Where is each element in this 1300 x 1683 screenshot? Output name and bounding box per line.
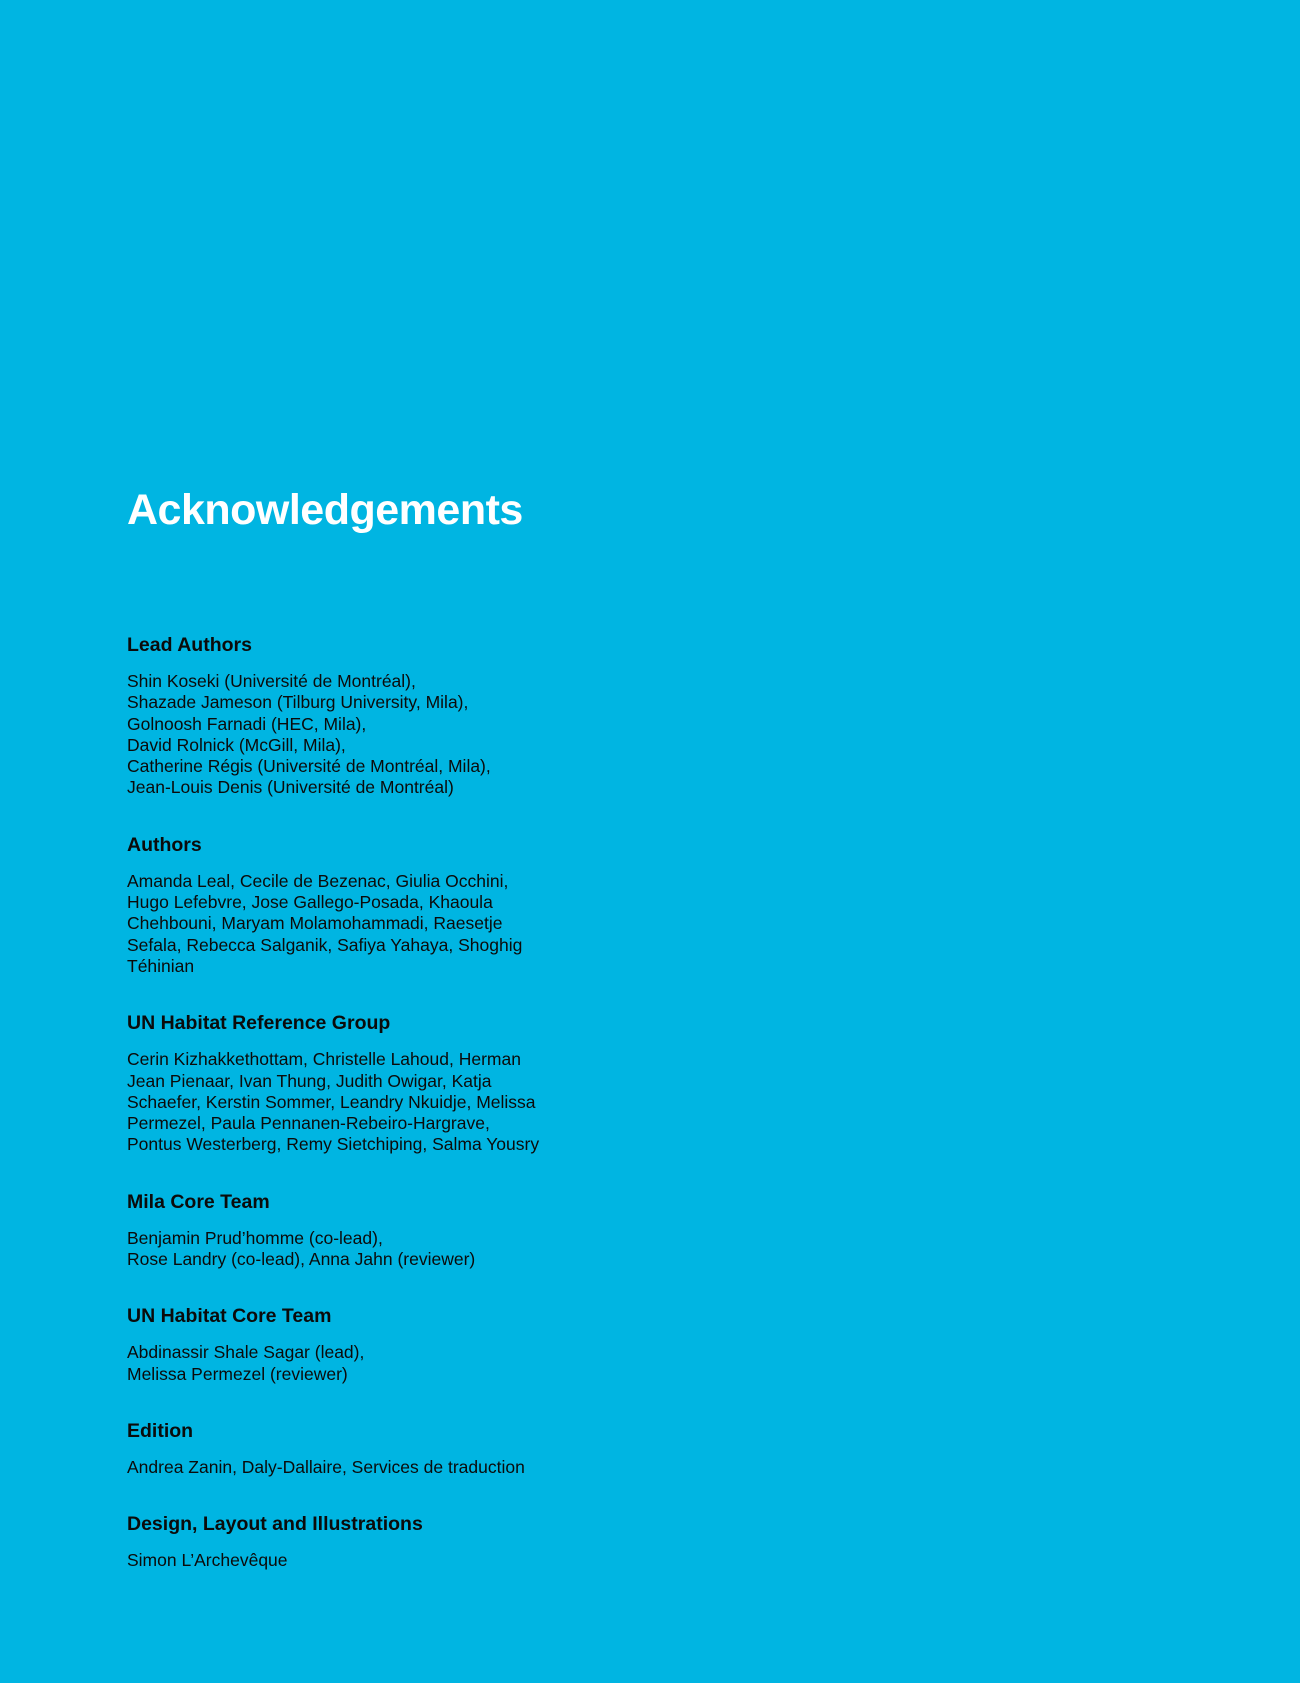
section-heading: Design, Layout and Illustrations bbox=[127, 1513, 423, 1536]
section-names: Shin Koseki (Université de Montréal), Shazade Jameson (Tilburg University, Mila), Golnoosh Farnadi (HEC, Mila), David Rolnick (McGill, Mila), Catherine Régis (Université de Montréal, Mila), Jean-Louis Denis (Université de Montréal) bbox=[127, 671, 491, 798]
section-names: Andrea Zanin, Daly-Dallaire, Services de traduction bbox=[127, 1456, 525, 1477]
section-mila-core-team bbox=[127, 1190, 557, 1271]
section-heading: Mila Core Team bbox=[127, 1190, 270, 1213]
credits-list bbox=[127, 633, 557, 1606]
section-names: Amanda Leal, Cecile de Bezenac, Giulia Occhini, Hugo Lefebvre, Jose Gallego-Posada, Khaoula Chehbouni, Maryam Molamohammadi, Raesetje Sefala, Rebecca Salganik, Safiya Yahaya, Shoghig Téhinian bbox=[127, 870, 523, 976]
section-edition bbox=[127, 1419, 557, 1478]
section-heading: Edition bbox=[127, 1419, 194, 1442]
section-un-habitat-core-team bbox=[127, 1304, 557, 1385]
section-authors bbox=[127, 833, 557, 977]
section-heading: Lead Authors bbox=[127, 634, 252, 656]
page-title: Acknowledgements bbox=[127, 486, 523, 534]
section-names: Cerin Kizhakkethottam, Christelle Lahoud, Herman Jean Pienaar, Ivan Thung, Judith Owigar, Katja Schaefer, Kerstin Sommer, Leandry Nkuidje, Melissa Permezel, Paula Pennanen-Rebeiro-Hargrave, Pontus Westerberg, Remy Sietchiping, Salma Yousry bbox=[127, 1049, 540, 1155]
section-heading: Authors bbox=[127, 833, 202, 856]
section-heading: UN Habitat Core Team bbox=[127, 1305, 332, 1328]
section-names: Abdinassir Shale Sagar (lead), Melissa Permezel (reviewer) bbox=[127, 1342, 365, 1384]
section-names: Benjamin Prud’homme (co-lead), Rose Landry (co-lead), Anna Jahn (reviewer) bbox=[127, 1227, 476, 1270]
section-lead-authors bbox=[127, 633, 557, 799]
section-un-habitat-reference-group bbox=[127, 1011, 557, 1155]
section-design-layout-illustrations bbox=[127, 1512, 557, 1571]
section-names: Simon L’Archevêque bbox=[127, 1550, 288, 1571]
section-heading: UN Habitat Reference Group bbox=[127, 1012, 391, 1035]
